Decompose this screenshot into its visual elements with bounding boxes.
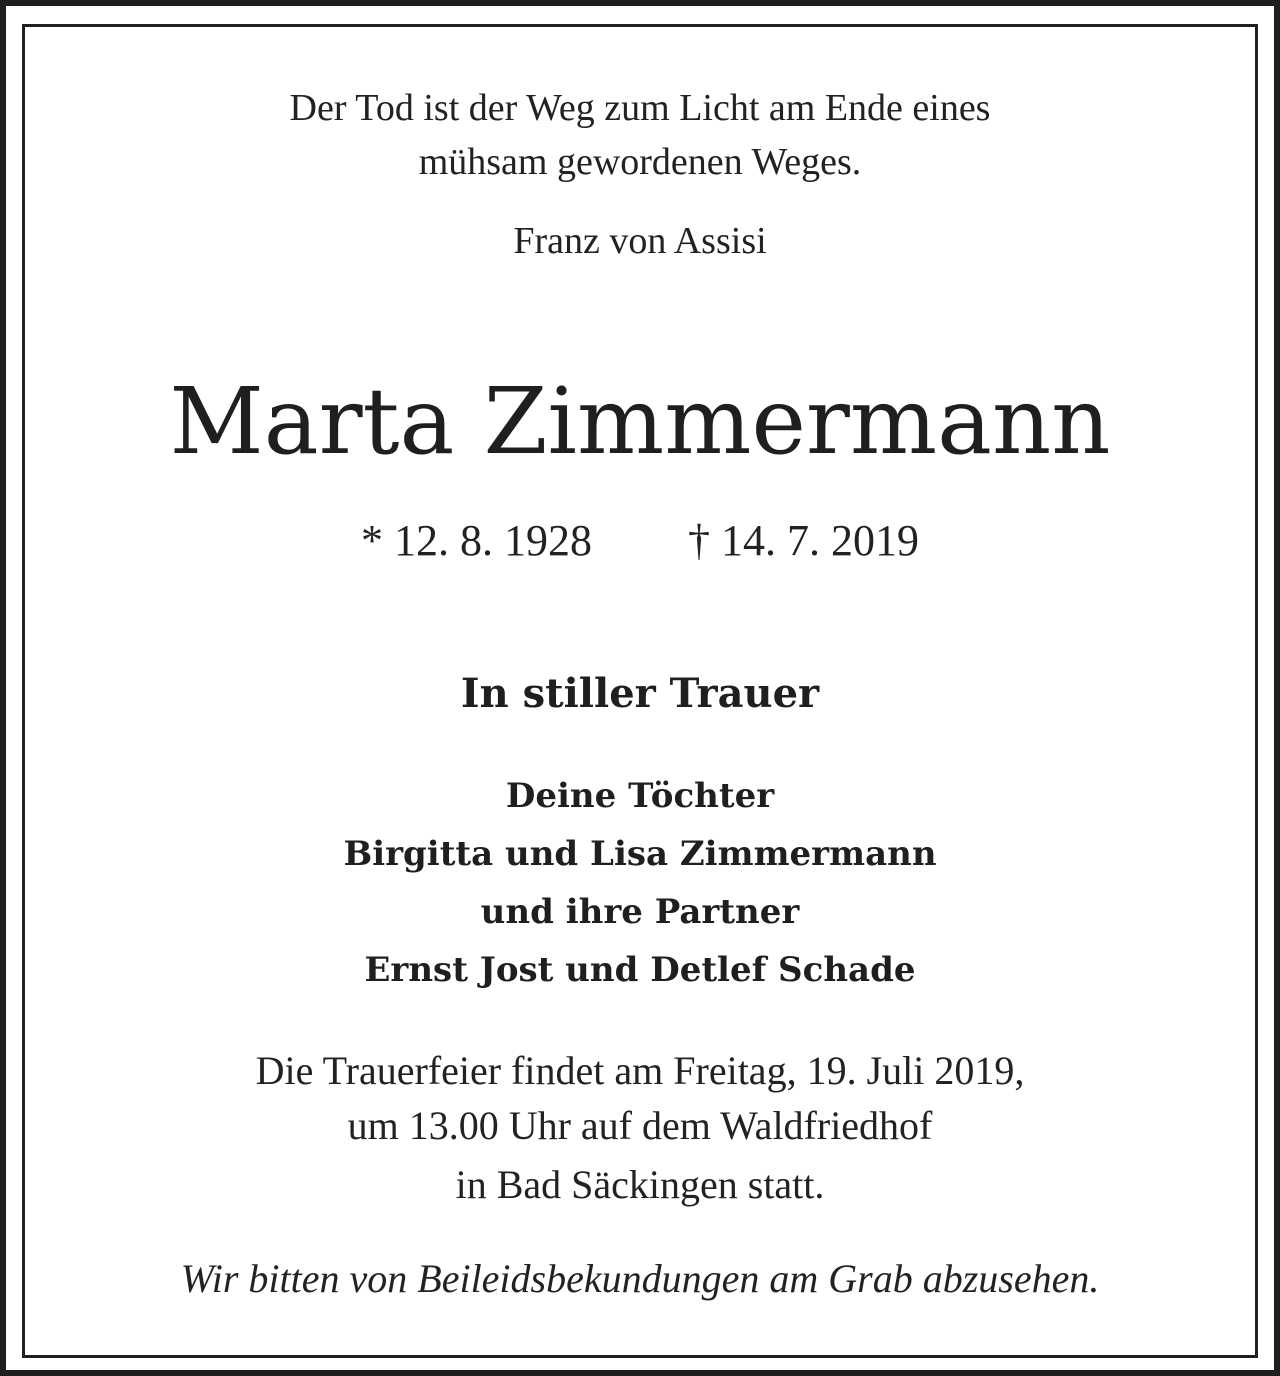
condolence-request: Wir bitten von Beileidsbekundungen am Grab abzusehen. <box>180 1256 1100 1301</box>
family-line-1: Deine Töchter <box>505 776 775 816</box>
family-line-3: und ihre Partner <box>480 892 800 932</box>
quote-line-2: mühsam gewordenen Weges. <box>418 141 862 183</box>
ceremony-line-1: Die Trauerfeier findet am Freitag, 19. Juli 2019, <box>255 1048 1025 1093</box>
quote-line-1: Der Tod ist der Weg zum Licht am Ende eines <box>289 87 991 129</box>
deceased-name: Marta Zimmermann <box>169 368 1111 475</box>
mourning-heading: In stiller Trauer <box>460 670 820 717</box>
family-line-4: Ernst Jost und Detlef Schade <box>364 950 916 990</box>
family-line-2: Birgitta und Lisa Zimmermann <box>343 834 937 874</box>
quote-author: Franz von Assisi <box>513 220 767 262</box>
birth-date: * 12. 8. 1928 <box>361 516 592 565</box>
death-date: † 14. 7. 2019 <box>688 516 919 565</box>
ceremony-line-2: um 13.00 Uhr auf dem Waldfriedhof <box>347 1103 933 1148</box>
life-dates <box>0 514 1280 568</box>
ceremony-line-3: in Bad Säckingen statt. <box>455 1162 825 1207</box>
